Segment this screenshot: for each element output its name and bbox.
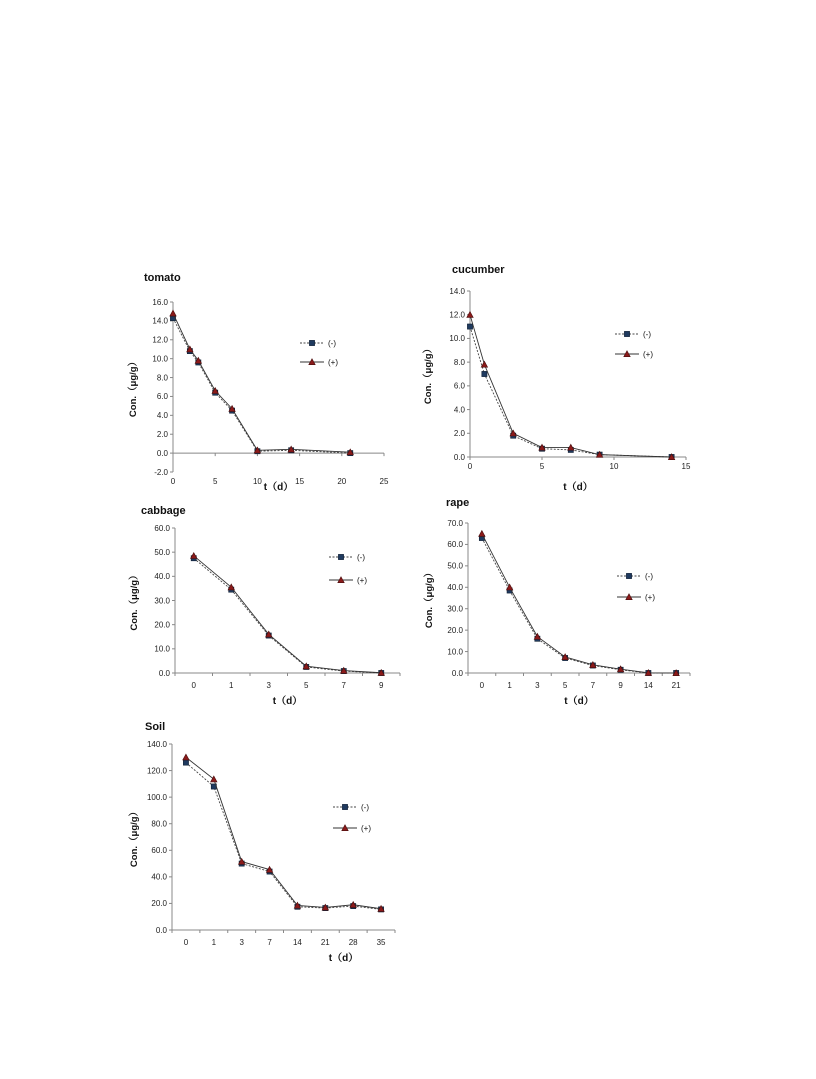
cucumber-y-axis-label: Con.（μg/g）: [423, 343, 434, 405]
soil-y-tick-label: 60.0: [151, 846, 167, 856]
cucumber-series-plus-line: [470, 315, 672, 457]
tomato-y-tick-label: 0.0: [156, 448, 168, 458]
rape-y-tick-label: 10.0: [447, 647, 463, 657]
soil-series-plus-point: [183, 754, 189, 760]
soil-y-tick-label: 0.0: [155, 925, 167, 935]
cabbage-y-tick-label: 30.0: [154, 596, 170, 606]
tomato-x-tick-label: 0: [170, 477, 176, 486]
rape-x-tick-label: 7: [590, 681, 596, 690]
rape-y-tick-label: 40.0: [447, 583, 463, 593]
cucumber-y-tick-label: 12.0: [449, 310, 465, 320]
tomato-y-tick-label: 8.0: [156, 373, 168, 383]
cucumber-title: cucumber: [452, 264, 505, 276]
cucumber-legend-minus-label: (-): [643, 330, 651, 339]
tomato-x-tick-label: 25: [379, 477, 389, 486]
soil-x-tick-label: 35: [376, 938, 386, 947]
soil-legend-minus-label: (-): [361, 803, 369, 812]
tomato-y-tick-label: 16.0: [152, 297, 168, 307]
tomato-y-tick-label: 10.0: [152, 354, 168, 364]
tomato-y-tick-label: 14.0: [152, 316, 168, 326]
soil-legend-plus-label: (+): [361, 824, 371, 833]
tomato-y-tick-label: 4.0: [156, 411, 168, 421]
rape-y-axis-label: Con.（μg/g）: [424, 567, 435, 629]
cucumber-x-tick-label: 15: [681, 462, 691, 471]
rape-legend-minus-marker: [626, 573, 631, 578]
rape-legend-minus-label: (-): [645, 572, 653, 581]
soil-title: Soil: [145, 721, 166, 733]
soil-legend-minus-marker: [342, 804, 347, 809]
tomato-x-axis-label: t（d）: [263, 482, 294, 493]
cucumber-y-tick-label: 4.0: [453, 405, 465, 415]
soil-y-tick-label: 100.0: [146, 792, 167, 802]
cabbage-y-tick-label: 60.0: [154, 523, 170, 533]
cabbage-y-tick-label: 50.0: [154, 547, 170, 557]
chart-rape: [423, 497, 690, 707]
cucumber-y-tick-label: 10.0: [449, 334, 465, 344]
chart-cucumber: [422, 264, 691, 493]
tomato-legend-minus-label: (-): [328, 339, 336, 348]
tomato-y-tick-label: 6.0: [156, 392, 168, 402]
cucumber-series-plus-point: [481, 361, 487, 367]
soil-y-axis-label: Con.（μg/g）: [129, 806, 140, 868]
cabbage-x-tick-label: 3: [266, 681, 271, 690]
tomato-x-tick-label: 10: [252, 477, 262, 486]
cucumber-x-tick-label: 5: [539, 462, 545, 471]
soil-x-tick-label: 21: [320, 938, 330, 947]
rape-x-tick-label: 9: [618, 681, 623, 690]
cabbage-x-axis-label: t（d）: [272, 696, 303, 707]
soil-y-tick-label: 140.0: [146, 739, 167, 749]
rape-series-plus-point: [506, 584, 512, 590]
soil-x-tick-label: 3: [239, 938, 244, 947]
tomato-y-axis-label: Con.（μg/g）: [128, 356, 139, 418]
soil-x-tick-label: 14: [292, 938, 302, 947]
cucumber-series-minus-line: [470, 327, 672, 457]
cabbage-legend-minus-marker: [338, 554, 343, 559]
rape-legend-plus-label: (+): [645, 593, 655, 602]
tomato-y-tick-label: -2.0: [154, 467, 168, 477]
rape-x-axis-label: t（d）: [564, 696, 594, 707]
tomato-x-tick-label: 20: [337, 477, 347, 486]
chart-cabbage: [128, 505, 400, 707]
cucumber-x-tick-label: 10: [609, 462, 619, 471]
tomato-y-tick-label: 12.0: [152, 335, 168, 345]
cabbage-x-tick-label: 9: [379, 681, 384, 690]
tomato-series-plus-line: [173, 313, 350, 452]
cucumber-series-minus-point: [482, 371, 487, 376]
cabbage-y-tick-label: 20.0: [154, 620, 170, 630]
cucumber-y-tick-label: 8.0: [453, 357, 465, 367]
cucumber-x-tick-label: 0: [467, 462, 473, 471]
cucumber-y-tick-label: 14.0: [449, 286, 465, 296]
rape-y-tick-label: 50.0: [447, 561, 463, 571]
rape-series-plus-line: [482, 534, 676, 673]
chart-tomato: [127, 272, 389, 493]
rape-y-tick-label: 30.0: [447, 604, 463, 614]
rape-y-tick-label: 0.0: [451, 668, 463, 678]
soil-y-tick-label: 20.0: [151, 899, 167, 909]
tomato-title: tomato: [144, 272, 181, 284]
cabbage-y-tick-label: 40.0: [154, 572, 170, 582]
cabbage-y-tick-label: 10.0: [154, 644, 170, 654]
rape-y-tick-label: 60.0: [447, 540, 463, 550]
cabbage-x-tick-label: 1: [229, 681, 234, 690]
rape-title: rape: [446, 497, 470, 509]
rape-series-minus-line: [482, 538, 676, 673]
rape-x-tick-label: 1: [507, 681, 512, 690]
cucumber-y-tick-label: 6.0: [453, 381, 465, 391]
cabbage-series-minus-line: [194, 558, 382, 673]
soil-x-tick-label: 7: [267, 938, 272, 947]
rape-x-tick-label: 14: [643, 681, 653, 690]
cabbage-y-tick-label: 0.0: [158, 668, 170, 678]
tomato-x-tick-label: 15: [295, 477, 305, 486]
cabbage-legend-plus-label: (+): [357, 576, 367, 585]
cucumber-y-tick-label: 2.0: [453, 429, 465, 439]
soil-y-tick-label: 80.0: [151, 819, 167, 829]
rape-y-tick-label: 20.0: [447, 625, 463, 635]
cucumber-y-tick-label: 0.0: [453, 452, 465, 462]
rape-x-tick-label: 5: [562, 681, 568, 690]
cucumber-series-minus-point: [467, 324, 472, 329]
cabbage-x-tick-label: 7: [341, 681, 346, 690]
cucumber-x-axis-label: t（d）: [563, 482, 593, 493]
tomato-legend-plus-label: (+): [328, 358, 338, 367]
tomato-x-tick-label: 5: [212, 477, 218, 486]
rape-y-tick-label: 70.0: [447, 518, 463, 528]
cabbage-y-axis-label: Con.（μg/g）: [129, 570, 140, 631]
cabbage-legend-minus-label: (-): [357, 553, 365, 562]
cabbage-title: cabbage: [141, 505, 186, 517]
soil-x-axis-label: t（d）: [328, 953, 359, 964]
tomato-series-minus-line: [173, 318, 350, 453]
cabbage-series-plus-line: [194, 556, 382, 673]
cucumber-legend-minus-marker: [624, 331, 629, 336]
rape-series-plus-point: [479, 531, 485, 537]
cabbage-x-tick-label: 0: [191, 681, 196, 690]
soil-x-tick-label: 0: [183, 938, 189, 947]
soil-x-tick-label: 1: [211, 938, 217, 947]
cucumber-legend-plus-label: (+): [643, 350, 653, 359]
cabbage-x-tick-label: 5: [304, 681, 309, 690]
soil-x-tick-label: 28: [348, 938, 358, 947]
rape-x-tick-label: 0: [479, 681, 485, 690]
tomato-series-plus-point: [170, 310, 176, 316]
soil-series-minus-point: [183, 760, 188, 765]
soil-y-tick-label: 40.0: [151, 872, 167, 882]
chart-soil: [128, 721, 395, 964]
rape-x-tick-label: 21: [671, 681, 681, 690]
soil-y-tick-label: 120.0: [146, 766, 167, 776]
tomato-legend-minus-marker: [309, 340, 314, 345]
rape-x-tick-label: 3: [535, 681, 540, 690]
tomato-y-tick-label: 2.0: [156, 430, 168, 440]
